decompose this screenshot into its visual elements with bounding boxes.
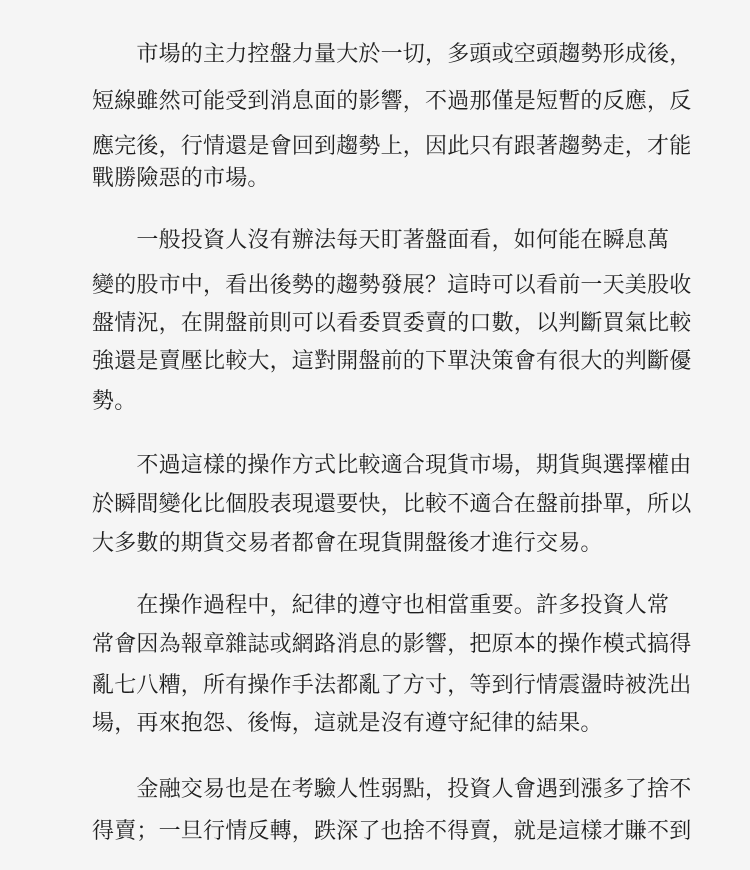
text-line: 大多數的期貨交易者都會在現貨開盤後才進行交易。 xyxy=(92,531,603,556)
text-line: 短線雖然可能受到消息面的影響，不過那僅是短暫的反應，反 xyxy=(92,89,692,114)
text-line: 強還是賣壓比較大，這對開盤前的下單決策會有很大的判斷優 xyxy=(92,349,692,374)
text-line: 一般投資人沒有辦法每天盯著盤面看，如何能在瞬息萬 xyxy=(92,228,670,253)
text-line: 場，再來抱怨、後悔，這就是沒有遵守紀律的結果。 xyxy=(92,711,603,736)
text-line: 變的股市中，看出後勢的趨勢發展？這時可以看前一天美股收 xyxy=(92,273,692,298)
text-line: 常會因為報章雜誌或網路消息的影響，把原本的操作模式搞得 xyxy=(92,632,692,657)
text-line: 在操作過程中，紀律的遵守也相當重要。許多投資人常 xyxy=(92,593,670,618)
text-line: 不過這樣的操作方式比較適合現貨市場，期貨與選擇權由 xyxy=(92,453,692,478)
text-line: 亂七八糟，所有操作手法都亂了方寸，等到行情震盪時被洗出 xyxy=(92,673,692,698)
text-line: 戰勝險惡的市場。 xyxy=(92,166,270,191)
text-line: 勢。 xyxy=(92,389,137,414)
text-line: 金融交易也是在考驗人性弱點，投資人會遇到漲多了捨不 xyxy=(92,777,692,802)
text-line: 於瞬間變化比個股表現還要快，比較不適合在盤前掛單，所以 xyxy=(92,492,692,517)
text-line: 得賣；一旦行情反轉，跌深了也捨不得賣，就是這樣才賺不到 xyxy=(92,819,692,844)
text-line: 應完後，行情還是會回到趨勢上，因此只有跟著趨勢走，才能 xyxy=(92,134,692,159)
text-line: 市場的主力控盤力量大於一切，多頭或空頭趨勢形成後， xyxy=(92,42,692,67)
text-line: 盤情況，在開盤前則可以看委買委賣的口數，以判斷買氣比較 xyxy=(92,311,692,336)
